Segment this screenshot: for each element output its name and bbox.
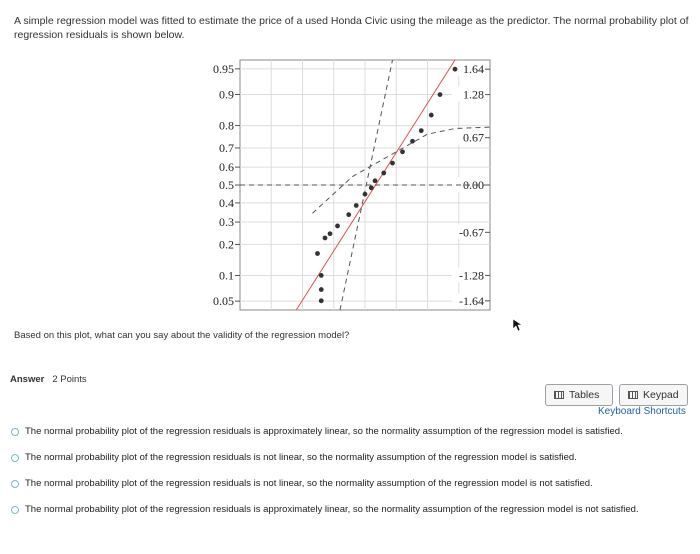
left-tick-label: 0.05 [213,294,234,309]
radio-button[interactable] [11,454,19,462]
data-point [328,231,333,236]
left-tick-label: 0.7 [219,140,234,155]
table-icon [554,391,564,399]
data-point [453,67,458,72]
tables-button[interactable] [545,384,613,406]
data-point [410,139,415,144]
question-prompt: Based on this plot, what can you say about the validity of the regression model? [14,330,350,341]
data-point [319,287,324,292]
radio-button[interactable] [11,506,19,514]
answer-option-2[interactable] [11,452,577,463]
data-point [438,92,443,97]
left-tick-label: 0.1 [219,268,234,283]
data-point [429,113,434,118]
answer-option-3[interactable] [11,478,593,489]
right-tick-label: 1.28 [463,87,484,102]
right-tick-label: -1.28 [459,268,484,283]
question-text: A simple regression model was fitted to estimate the price of a used Honda Civic using the mileage as the predictor. The normal probability plot of regression residuals is shown below. [14,15,689,41]
data-point [319,273,324,278]
left-tick-label: 0.9 [219,87,234,102]
data-point [381,171,386,176]
answer-option-4[interactable] [11,504,639,515]
left-tick-label: 0.3 [219,215,234,230]
answer-option-label: The normal probability plot of the regression residuals is not linear, so the normality assumption of the regression model is not satisfied. [25,478,593,489]
left-tick-label: 0.95 [213,61,234,76]
left-tick-label: 0.8 [219,118,234,133]
right-tick-label: -0.67 [459,225,484,240]
answer-option-label: The normal probability plot of the regression residuals is approximately linear, so the normality assumption of the regression model is satisfied. [25,426,623,437]
data-point [319,298,324,303]
right-tick-label: 1.64 [463,62,484,77]
keypad-icon [628,391,638,399]
data-point [363,192,368,197]
right-tick-label: 0.67 [463,130,484,145]
data-point [346,212,351,217]
data-point [315,251,320,256]
left-tick-label: 0.2 [219,237,234,252]
data-point [335,224,340,229]
left-tick-label: 0.5 [219,178,234,192]
data-point [323,236,328,241]
data-point [400,149,405,154]
data-point [354,203,359,208]
keypad-button-label: Keypad [643,389,679,401]
mouse-cursor-icon [512,318,524,332]
answer-label: Answer [10,374,45,385]
tables-button-label: Tables [569,389,600,401]
right-tick-label: -1.64 [459,293,484,308]
answer-header [10,374,87,385]
data-point [419,128,424,133]
keyboard-shortcuts-link[interactable]: Keyboard Shortcuts [598,406,686,417]
data-point [369,185,374,190]
answer-option-1[interactable] [11,426,623,437]
left-tick-label: 0.6 [219,160,234,175]
keypad-button[interactable] [619,384,688,406]
answer-points: 2 Points [52,374,87,385]
radio-button[interactable] [11,480,19,488]
right-tick-label: 0.00 [463,178,484,192]
radio-button[interactable] [11,428,19,436]
left-tick-label: 0.4 [219,195,234,210]
answer-option-label: The normal probability plot of the regression residuals is not linear, so the normality assumption of the regression model is satisfied. [25,452,577,463]
answer-option-label: The normal probability plot of the regression residuals is approximately linear, so the normality assumption of the regression model is not satisfied. [25,504,639,515]
data-point [390,161,395,166]
data-point [373,178,378,183]
